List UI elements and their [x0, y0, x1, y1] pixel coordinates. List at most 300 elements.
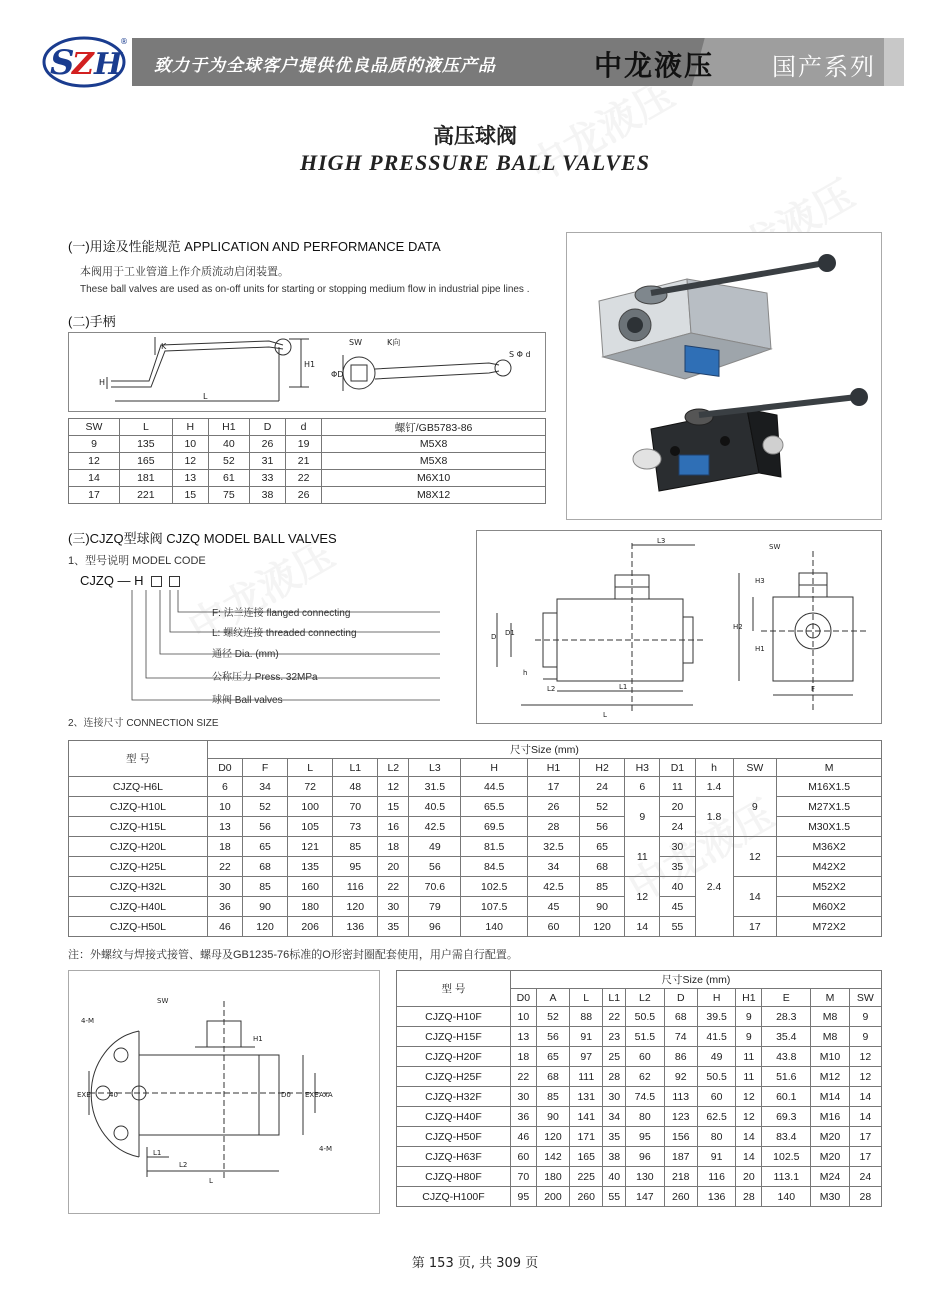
table-cell: 116	[333, 877, 378, 897]
svg-text:H: H	[94, 47, 123, 82]
table-cell: 90	[580, 897, 625, 917]
size-header: 尺寸Size (mm)	[207, 741, 881, 759]
table-row	[397, 1007, 882, 1027]
table-cell: 73	[333, 817, 378, 837]
table-cell: 80	[626, 1107, 664, 1127]
column-header: L3	[409, 759, 461, 777]
table-cell: 260	[664, 1187, 697, 1207]
table-cell: 91	[697, 1147, 735, 1167]
svg-text:L2: L2	[547, 685, 556, 693]
column-header: M	[811, 989, 849, 1007]
table-cell: 85	[536, 1087, 569, 1107]
column-header: D	[664, 989, 697, 1007]
table-cell: 17	[69, 487, 120, 504]
brand-name: 中龙液压	[594, 49, 715, 82]
table-cell: 42.5	[527, 877, 579, 897]
table-cell: 45	[527, 897, 579, 917]
table-cell: 15	[378, 797, 409, 817]
table-cell: 14	[625, 917, 660, 937]
table-cell: M60X2	[777, 897, 882, 917]
code-item-press: 公称压力 Press. 32MPa	[212, 672, 318, 683]
svg-text:D: D	[491, 633, 497, 641]
table-cell: 40.5	[409, 797, 461, 817]
table-cell: 51.6	[762, 1067, 811, 1087]
table-cell: 69.5	[461, 817, 527, 837]
table-cell: 60	[697, 1087, 735, 1107]
table-cell: 165	[120, 453, 173, 470]
table-cell: 17	[849, 1127, 881, 1147]
table-cell: 12	[69, 453, 120, 470]
table-cell: CJZQ-H100F	[397, 1187, 511, 1207]
column-header: SW	[849, 989, 881, 1007]
table-cell: 42.5	[409, 817, 461, 837]
table-cell: 156	[664, 1127, 697, 1147]
table-cell: 25	[603, 1047, 626, 1067]
table-cell: 14	[736, 1127, 762, 1147]
dim-kdir: K向	[387, 338, 401, 347]
column-header: L1	[333, 759, 378, 777]
column-header: H1	[736, 989, 762, 1007]
section1-desc-cn: 本阀用于工业管道上作介质流动启闭装置。	[80, 266, 289, 278]
table-cell: 62.5	[697, 1107, 735, 1127]
model-code	[80, 573, 180, 588]
svg-text:H3: H3	[755, 577, 765, 585]
table-row	[397, 1087, 882, 1107]
table-cell: 95	[333, 857, 378, 877]
page-title-en: HIGH PRESSURE BALL VALVES	[300, 150, 650, 175]
table-cell: 165	[570, 1147, 603, 1167]
table-cell: 13	[172, 470, 208, 487]
column-header: H	[172, 419, 208, 436]
table-cell: 12	[172, 453, 208, 470]
table-cell: 36	[207, 897, 242, 917]
table-cell: 9	[736, 1007, 762, 1027]
table-cell: CJZQ-H32F	[397, 1087, 511, 1107]
table-cell: 123	[664, 1107, 697, 1127]
table-cell: 90	[242, 897, 287, 917]
column-header: SW	[69, 419, 120, 436]
table-cell: 20	[378, 857, 409, 877]
table-cell: 61	[208, 470, 249, 487]
table-cell: 19	[286, 436, 322, 453]
table-cell: 120	[580, 917, 625, 937]
table-cell: 34	[603, 1107, 626, 1127]
table-cell: 17	[527, 777, 579, 797]
table-cell: 180	[288, 897, 333, 917]
svg-text:D1: D1	[505, 629, 515, 637]
table-row	[69, 436, 546, 453]
table-cell: 107.5	[461, 897, 527, 917]
table-cell: 52	[242, 797, 287, 817]
table-cell: 52	[208, 453, 249, 470]
table-cell: CJZQ-H15F	[397, 1027, 511, 1047]
table-cell: CJZQ-H20F	[397, 1047, 511, 1067]
table-cell: 9	[733, 777, 777, 837]
table-cell: 60	[527, 917, 579, 937]
table-cell: 38	[603, 1147, 626, 1167]
svg-text:L3: L3	[657, 537, 666, 545]
table-cell: M20	[811, 1147, 849, 1167]
table-cell: 34	[527, 857, 579, 877]
table-cell: 9	[69, 436, 120, 453]
table-cell: 65.5	[461, 797, 527, 817]
table-cell: 31.5	[409, 777, 461, 797]
table-cell: 65	[580, 837, 625, 857]
dim-sw: SW	[349, 338, 362, 347]
table-row	[69, 837, 882, 857]
section1-heading: (一)用途及性能规范 APPLICATION AND PERFORMANCE DATA	[68, 239, 441, 254]
table-cell: 28	[527, 817, 579, 837]
dim-h: H	[99, 378, 106, 387]
table-cell: 6	[625, 777, 660, 797]
svg-text:SW: SW	[157, 997, 169, 1005]
column-header: L	[570, 989, 603, 1007]
table-cell: CJZQ-H40L	[69, 897, 208, 917]
column-header: D0	[510, 989, 536, 1007]
table-cell: 34	[242, 777, 287, 797]
table-cell: 70	[333, 797, 378, 817]
table-cell: 12	[736, 1107, 762, 1127]
table-cell: 49	[697, 1047, 735, 1067]
table-cell: CJZQ-H25L	[69, 857, 208, 877]
table-cell: 50.5	[697, 1067, 735, 1087]
table-cell: 22	[207, 857, 242, 877]
svg-text:F: F	[811, 685, 816, 693]
code-item-threaded: L: 螺纹连接 threaded connecting	[212, 628, 357, 639]
table-cell: 35	[378, 917, 409, 937]
table-cell: 85	[333, 837, 378, 857]
svg-text:AxA: AxA	[319, 1091, 333, 1099]
table-cell: 24	[580, 777, 625, 797]
table-cell: 30	[378, 897, 409, 917]
size-header: 尺寸Size (mm)	[510, 971, 881, 989]
table-cell: 60	[626, 1047, 664, 1067]
table-cell: 39.5	[697, 1007, 735, 1027]
table-cell: 10	[207, 797, 242, 817]
table-row	[397, 1027, 882, 1047]
table-cell: 141	[570, 1107, 603, 1127]
table-cell: 65	[536, 1047, 569, 1067]
table-cell: 12	[849, 1067, 881, 1087]
model-header: 型 号	[69, 741, 208, 777]
table-cell: 65	[242, 837, 287, 857]
table-cell: 218	[664, 1167, 697, 1187]
table-cell: M30	[811, 1187, 849, 1207]
table-cell: 40	[660, 877, 695, 897]
table-cell: 11	[660, 777, 695, 797]
table-row	[69, 470, 546, 487]
table-cell: 40	[208, 436, 249, 453]
table-cell: 15	[172, 487, 208, 504]
table-cell: 113	[664, 1087, 697, 1107]
table-cell: 33	[249, 470, 285, 487]
column-header: H1	[208, 419, 249, 436]
table-cell: 225	[570, 1167, 603, 1187]
column-header: H2	[580, 759, 625, 777]
table-cell: 136	[333, 917, 378, 937]
table-cell: 9	[625, 797, 660, 837]
svg-text:®: ®	[120, 37, 128, 46]
table-cell: 10	[172, 436, 208, 453]
section2-heading: (二)手柄	[68, 314, 116, 329]
section1-desc-en: These ball valves are used as on-off units for starting or stopping medium flow in industrial pipe lines .	[80, 284, 530, 295]
table-cell: 31	[249, 453, 285, 470]
dim-h1: H1	[304, 360, 316, 369]
column-header: A	[536, 989, 569, 1007]
table-cell: 35	[660, 857, 695, 877]
code-item-dia: 通径 Dia. (mm)	[212, 649, 279, 660]
table-cell: 22	[603, 1007, 626, 1027]
table-cell: M5X8	[322, 453, 546, 470]
table-cell: M52X2	[777, 877, 882, 897]
svg-text:L: L	[209, 1177, 213, 1185]
table-cell: 135	[120, 436, 173, 453]
table-cell: 46	[207, 917, 242, 937]
code-box-1	[151, 576, 162, 587]
table-cell: 147	[626, 1187, 664, 1207]
table-header-row	[69, 419, 546, 436]
table-cell: 23	[603, 1027, 626, 1047]
table-row	[397, 1047, 882, 1067]
code-box-2	[169, 576, 180, 587]
table-cell: 9	[849, 1027, 881, 1047]
svg-text:H1: H1	[253, 1035, 263, 1043]
table-row	[69, 487, 546, 504]
table-cell: 88	[570, 1007, 603, 1027]
table-cell: 102.5	[461, 877, 527, 897]
table-cell: 91	[570, 1027, 603, 1047]
table-cell: CJZQ-H63F	[397, 1147, 511, 1167]
column-header: E	[762, 989, 811, 1007]
table-header-row	[397, 971, 882, 989]
table-cell: 92	[664, 1067, 697, 1087]
table-cell: CJZQ-H32L	[69, 877, 208, 897]
table-cell: 18	[378, 837, 409, 857]
table-cell: 95	[626, 1127, 664, 1147]
table-cell: CJZQ-H40F	[397, 1107, 511, 1127]
dim-sd: S Φ d	[509, 350, 531, 359]
table-cell: 20	[736, 1167, 762, 1187]
table-cell: 12	[736, 1087, 762, 1107]
column-header: D	[249, 419, 285, 436]
table-cell: 60.1	[762, 1087, 811, 1107]
table-cell: 121	[288, 837, 333, 857]
table-cell: 46	[510, 1127, 536, 1147]
column-header: H3	[625, 759, 660, 777]
table-cell: 16	[378, 817, 409, 837]
table-cell: 90	[536, 1107, 569, 1127]
column-header: H1	[527, 759, 579, 777]
table-cell: M6X10	[322, 470, 546, 487]
table-cell: 142	[536, 1147, 569, 1167]
model-code-text: CJZQ — H	[80, 573, 144, 588]
table-cell: CJZQ-H50L	[69, 917, 208, 937]
table-cell: 160	[288, 877, 333, 897]
svg-text:SW: SW	[769, 543, 781, 551]
table-cell: M42X2	[777, 857, 882, 877]
table-cell: 41.5	[697, 1027, 735, 1047]
table-cell: 74.5	[626, 1087, 664, 1107]
table-cell: 30	[510, 1087, 536, 1107]
table-cell: 85	[242, 877, 287, 897]
table-cell: 32.5	[527, 837, 579, 857]
table-cell: 69.3	[762, 1107, 811, 1127]
code-item-ball: 球阀 Ball valves	[212, 695, 283, 706]
table-cell: CJZQ-H15L	[69, 817, 208, 837]
table-cell: 49	[409, 837, 461, 857]
table-cell: M36X2	[777, 837, 882, 857]
table-row	[397, 1187, 882, 1207]
column-header: L	[120, 419, 173, 436]
table-cell: 68	[242, 857, 287, 877]
table-cell: 35	[603, 1127, 626, 1147]
table-cell: 35.4	[762, 1027, 811, 1047]
svg-text:h: h	[523, 669, 528, 677]
series-label: 国产系列	[772, 53, 876, 81]
table-cell: 102.5	[762, 1147, 811, 1167]
table-cell: 56	[242, 817, 287, 837]
table-cell: M16	[811, 1107, 849, 1127]
handle-table	[68, 418, 546, 504]
table-cell: 81.5	[461, 837, 527, 857]
table-cell: 100	[288, 797, 333, 817]
section3-heading: (三)CJZQ型球阀 CJZQ MODEL BALL VALVES	[68, 531, 337, 546]
table-cell: 86	[664, 1047, 697, 1067]
table-row	[397, 1127, 882, 1147]
table-cell: CJZQ-H10F	[397, 1007, 511, 1027]
table-cell: CJZQ-H10L	[69, 797, 208, 817]
table-cell: 111	[570, 1067, 603, 1087]
table-cell: 43.8	[762, 1047, 811, 1067]
flanged-size-table	[396, 970, 882, 1207]
table-cell: CJZQ-H25F	[397, 1067, 511, 1087]
table-cell: 74	[664, 1027, 697, 1047]
table-cell: CJZQ-H20L	[69, 837, 208, 857]
table-cell: 120	[242, 917, 287, 937]
table-cell: 68	[664, 1007, 697, 1027]
column-header: H	[697, 989, 735, 1007]
table-cell: 17	[733, 917, 777, 937]
table-row	[69, 877, 882, 897]
table-cell: 120	[536, 1127, 569, 1147]
table-cell: 17	[849, 1147, 881, 1167]
table-cell: 181	[120, 470, 173, 487]
table-row	[397, 1067, 882, 1087]
table-cell: 24	[660, 817, 695, 837]
table-cell: 1.4	[695, 777, 733, 797]
table-cell: 2.4	[695, 837, 733, 937]
table-cell: 55	[603, 1187, 626, 1207]
table-cell: 70	[510, 1167, 536, 1187]
table-cell: M72X2	[777, 917, 882, 937]
table-cell: 13	[207, 817, 242, 837]
table-cell: 96	[626, 1147, 664, 1167]
column-header: L	[288, 759, 333, 777]
dim-d: ΦD	[331, 370, 344, 379]
column-header: F	[242, 759, 287, 777]
table-note: 注：外螺纹与焊接式接管、螺母及GB1235-76标准的O形密封圈配套使用，用户需自行配置。	[68, 949, 518, 961]
table-header-row	[69, 741, 882, 759]
svg-text:4-M: 4-M	[81, 1017, 95, 1025]
table-cell: 14	[849, 1087, 881, 1107]
connection-size-heading: 2、连接尺寸 CONNECTION SIZE	[68, 718, 219, 729]
table-cell: 52	[580, 797, 625, 817]
dim-k: K	[161, 342, 167, 351]
table-cell: 180	[536, 1167, 569, 1187]
table-cell: 56	[536, 1027, 569, 1047]
table-cell: 140	[762, 1187, 811, 1207]
model-header: 型 号	[397, 971, 511, 1007]
table-row	[69, 917, 882, 937]
table-cell: 14	[736, 1147, 762, 1167]
svg-text:L1: L1	[619, 683, 628, 691]
svg-text:Z: Z	[72, 47, 94, 82]
table-cell: 38	[249, 487, 285, 504]
model-code-heading: 1、型号说明 MODEL CODE	[68, 555, 206, 567]
column-header: d	[286, 419, 322, 436]
table-cell: 187	[664, 1147, 697, 1167]
table-cell: M8X12	[322, 487, 546, 504]
table-cell: 80	[697, 1127, 735, 1147]
table-cell: 221	[120, 487, 173, 504]
table-cell: 26	[527, 797, 579, 817]
table-cell: 105	[288, 817, 333, 837]
table-row	[397, 1107, 882, 1127]
column-header: SW	[733, 759, 777, 777]
svg-text:EXE: EXE	[305, 1091, 319, 1099]
table-cell: 50.5	[626, 1007, 664, 1027]
table-cell: 56	[409, 857, 461, 877]
svg-text:40: 40	[109, 1091, 118, 1099]
table-cell: 83.4	[762, 1127, 811, 1147]
handle-diagram	[68, 332, 546, 412]
table-cell: M27X1.5	[777, 797, 882, 817]
page-title-cn: 高压球阀	[433, 123, 517, 148]
table-cell: M30X1.5	[777, 817, 882, 837]
table-cell: 171	[570, 1127, 603, 1147]
table-cell: 18	[207, 837, 242, 857]
table-cell: 12	[849, 1047, 881, 1067]
table-cell: 136	[697, 1187, 735, 1207]
table-row	[69, 453, 546, 470]
column-header: M	[777, 759, 882, 777]
table-cell: 135	[288, 857, 333, 877]
table-cell: 70.6	[409, 877, 461, 897]
table-cell: 22	[378, 877, 409, 897]
column-header: D1	[660, 759, 695, 777]
table-cell: 14	[69, 470, 120, 487]
table-cell: 51.5	[626, 1027, 664, 1047]
table-cell: 30	[207, 877, 242, 897]
table-cell: 75	[208, 487, 249, 504]
table-cell: M8	[811, 1007, 849, 1027]
table-cell: 12	[378, 777, 409, 797]
table-cell: M16X1.5	[777, 777, 882, 797]
svg-text:D0: D0	[281, 1091, 291, 1099]
svg-text:EXE: EXE	[77, 1091, 91, 1099]
svg-text:4-M: 4-M	[319, 1145, 333, 1153]
column-header: 螺钉/GB5783-86	[322, 419, 546, 436]
table-cell: 30	[660, 837, 695, 857]
table-cell: 60	[510, 1147, 536, 1167]
table-cell: M12	[811, 1067, 849, 1087]
table-cell: 44.5	[461, 777, 527, 797]
table-cell: 55	[660, 917, 695, 937]
table-cell: 22	[286, 470, 322, 487]
table-cell: 11	[736, 1047, 762, 1067]
table-cell: 12	[625, 877, 660, 917]
svg-text:H1: H1	[755, 645, 765, 653]
